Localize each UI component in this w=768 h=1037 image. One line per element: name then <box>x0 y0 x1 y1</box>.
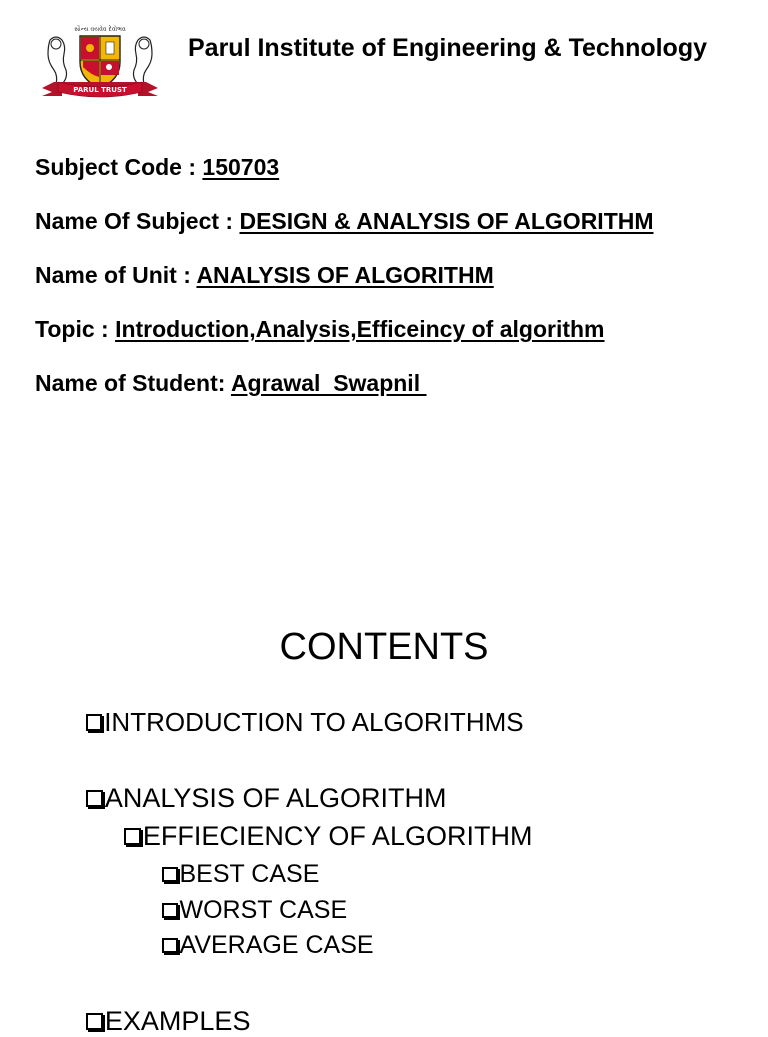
contents-slide <box>0 580 768 1036</box>
list-item: EFFIECIENCY OF ALGORITHM <box>124 821 532 852</box>
contents-title: CONTENTS <box>279 626 489 668</box>
checkbox-bullet-icon <box>162 938 178 954</box>
checkbox-bullet-icon <box>124 828 141 845</box>
student-label: Name of Student: <box>35 370 231 396</box>
checkbox-bullet-icon <box>86 714 102 730</box>
topic-line <box>35 316 605 343</box>
list-item: AVERAGE CASE <box>162 931 374 960</box>
subject-name-label: Name Of Subject : <box>35 208 240 234</box>
list-item: BEST CASE <box>162 860 319 889</box>
list-item: EXAMPLES <box>86 1006 250 1037</box>
list-item: INTRODUCTION TO ALGORITHMS <box>86 707 524 738</box>
student-value: Agrawal Swapnil <box>230 370 427 396</box>
institute-name: Parul Institute of Engineering & Technology <box>188 34 708 62</box>
list-item: ANALYSIS OF ALGORITHM <box>86 783 446 814</box>
unit-name-line <box>35 262 494 289</box>
crest-logo <box>36 22 164 102</box>
unit-name-value: ANALYSIS OF ALGORITHM <box>196 262 494 288</box>
logo-motto: સૌન્ય વયવેવ દેવોભવ <box>74 26 126 33</box>
unit-name-label: Name of Unit : <box>35 262 197 288</box>
subject-name-value: DESIGN & ANALYSIS OF ALGORITHM <box>239 208 654 234</box>
subject-code-line <box>35 154 279 181</box>
topic-value: Introduction,Analysis,Efficeincy of algorithm <box>115 316 605 342</box>
subject-name-line <box>35 208 654 235</box>
checkbox-bullet-icon <box>162 867 178 883</box>
student-line <box>35 370 426 397</box>
list-item: WORST CASE <box>162 896 347 925</box>
checkbox-bullet-icon <box>86 790 103 807</box>
logo-ribbon-text: PARUL TRUST <box>73 86 127 94</box>
subject-code-value: 150703 <box>202 154 280 180</box>
checkbox-bullet-icon <box>86 1013 103 1030</box>
topic-label: Topic : <box>35 316 116 342</box>
checkbox-bullet-icon <box>162 903 178 919</box>
subject-code-label: Subject Code : <box>35 154 203 180</box>
